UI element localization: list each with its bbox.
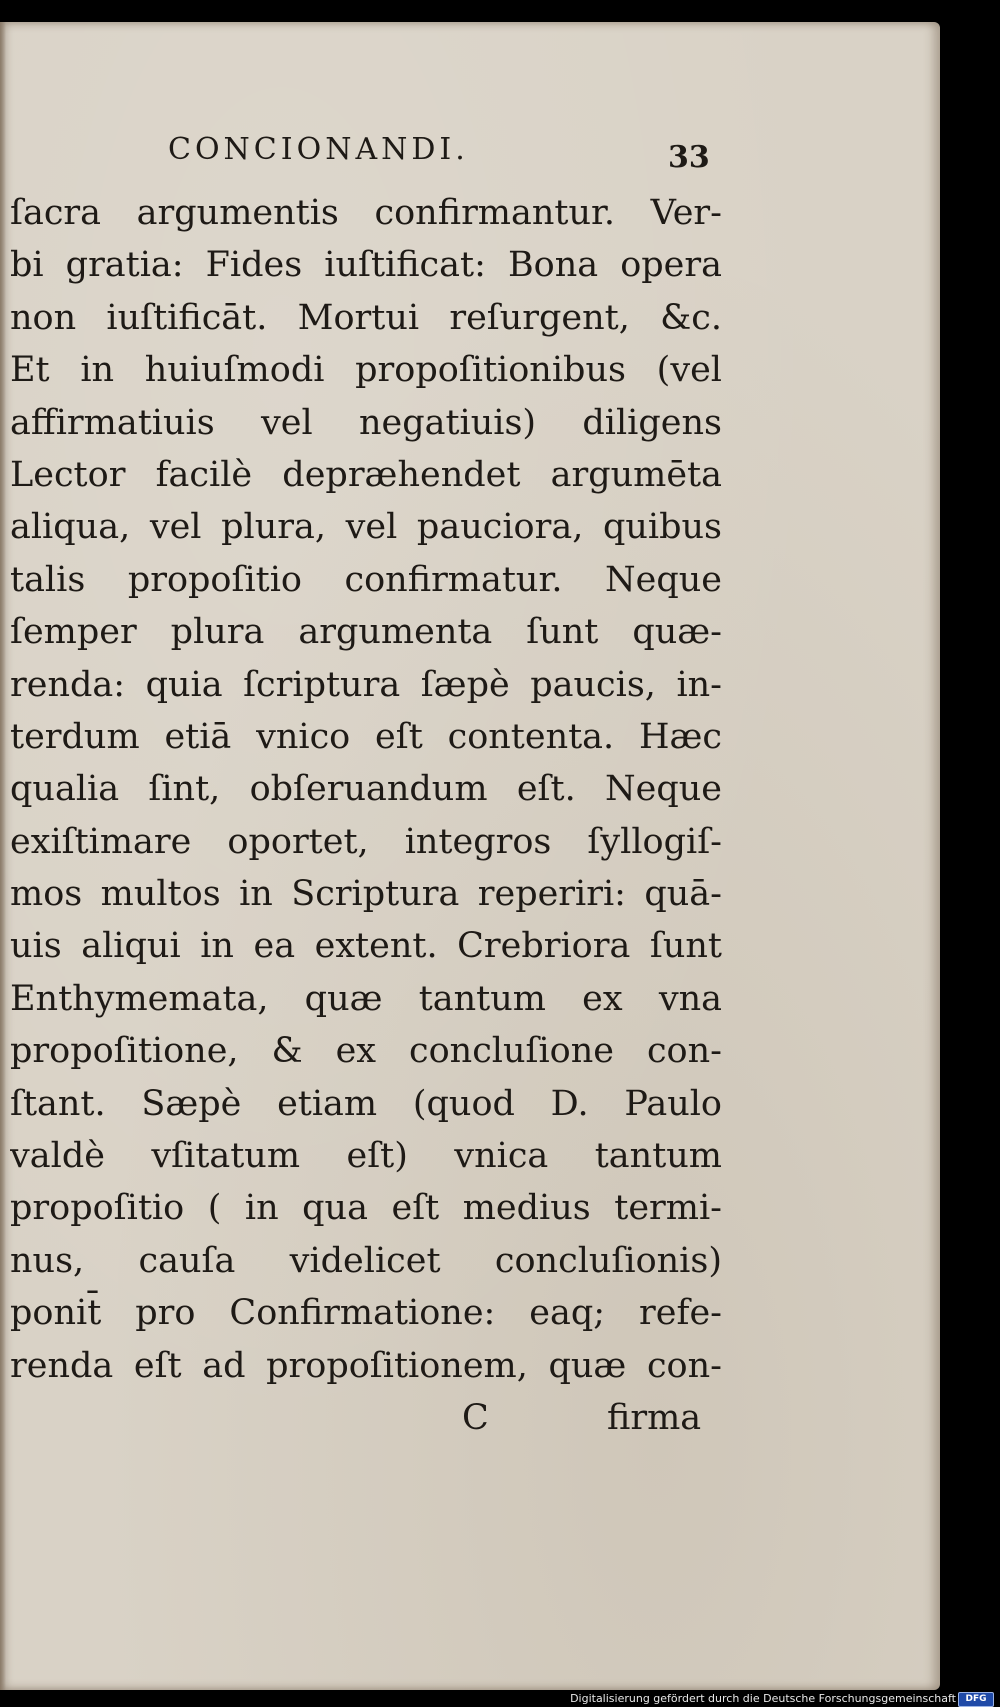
- text-line: exiſtimare oportet, integros ſyllogiſ-: [10, 821, 722, 862]
- text-line: aliqua, vel plura, vel pauciora, quibus: [10, 507, 722, 548]
- text-line: Et in huiuſmodi propoſitionibus (vel: [10, 350, 722, 391]
- text-line: valdè vſitatum eſt) vnica tantum: [10, 1136, 722, 1177]
- text-block: [10, 187, 722, 1392]
- catchline: [0, 1398, 940, 1448]
- text-line: renda: quia ſcriptura ſæpè paucis, in-: [10, 664, 722, 705]
- text-line: uis aliqui in ea extent. Crebriora ſunt: [10, 926, 722, 967]
- text-line: ſemper plura argumenta ſunt quæ-: [10, 612, 722, 653]
- dfg-logo: DFG: [958, 1692, 994, 1707]
- running-head-title: CONCIONANDI.: [168, 132, 469, 167]
- book-page: [0, 22, 940, 1690]
- text-line: talis propoſitio confirmatur. Neque: [10, 559, 722, 600]
- text-line: ponit̄ pro Confirmatione: eaq; refe-: [10, 1293, 722, 1334]
- signature-mark: C: [462, 1398, 489, 1438]
- text-line: propoſitio ( in qua eſt medius termi-: [10, 1188, 722, 1229]
- text-line: mos multos in Scriptura reperiri: quā-: [10, 874, 722, 915]
- text-line: bi gratia: Fides iuſtificat: Bona opera: [10, 245, 722, 286]
- page-number: 33: [668, 140, 710, 175]
- digitization-footer: [0, 1690, 1000, 1707]
- text-line: ſacra argumentis confirmantur. Ver-: [10, 193, 722, 233]
- text-line: nus, cauſa videlicet concluſionis): [10, 1240, 722, 1281]
- text-line: affirmatiuis vel negatiuis) diligens: [10, 402, 722, 443]
- text-line: qualia ſint, obſeruandum eſt. Neque: [10, 769, 722, 810]
- text-line: renda eſt ad propoſitionem, quæ con-: [10, 1345, 722, 1386]
- text-line: Enthymemata, quæ tantum ex vna: [10, 978, 722, 1019]
- catchword: firma: [607, 1398, 702, 1438]
- running-head: [0, 114, 940, 175]
- text-line: terdum etiā vnico eſt contenta. Hæc: [10, 716, 722, 757]
- funding-credit: Digitalisierung gefördert durch die Deutsche Forschungsgemeinschaft: [570, 1692, 956, 1705]
- text-line: Lector facilè depræhendet argumēta: [10, 454, 722, 495]
- text-line: non iuſtificāt. Mortui reſurgent, &c.: [10, 297, 722, 338]
- text-line: propoſitione, & ex concluſione con-: [10, 1031, 722, 1072]
- text-line: ſtant. Sæpè etiam (quod D. Paulo: [10, 1083, 722, 1124]
